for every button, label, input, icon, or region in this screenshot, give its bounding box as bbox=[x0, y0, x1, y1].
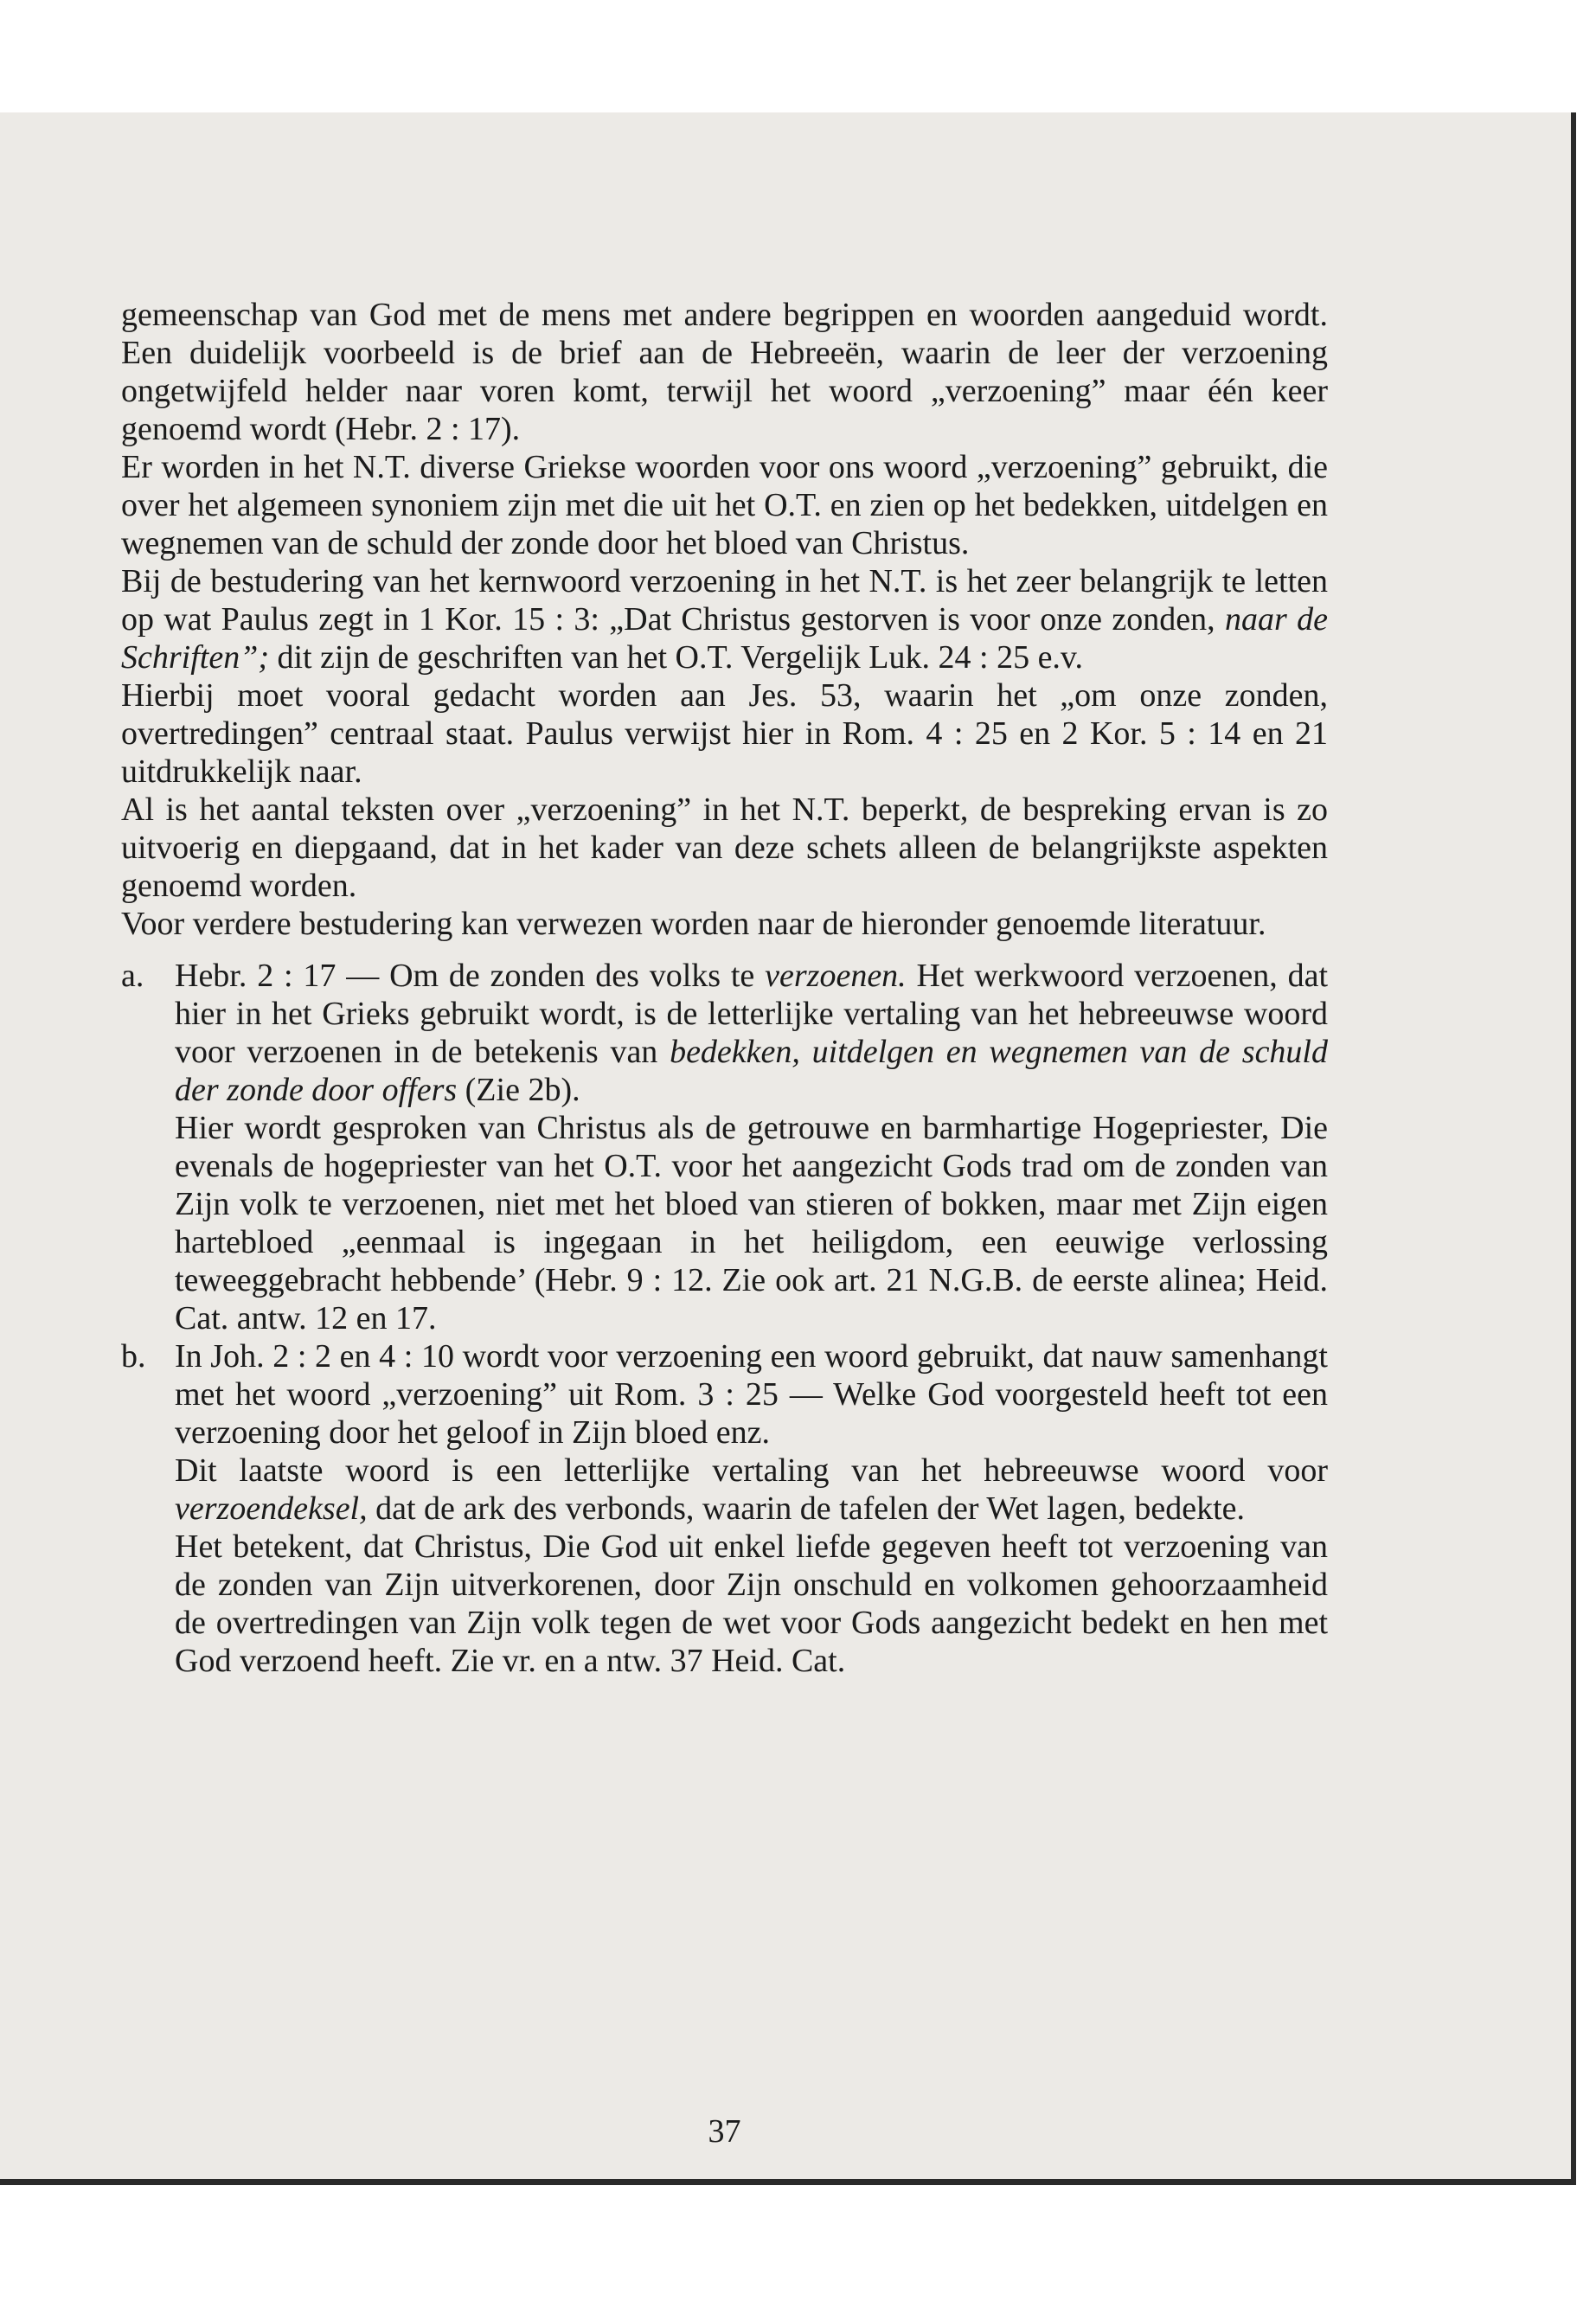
text-span: Het werkwoord verzoenen, dat hier in het Grieks gebruikt wordt, is de letterlijke vertaling van het hebreeuwse woord voor verzoenen in de betekenis van bbox=[175, 958, 1328, 1070]
list-item-b-paragraph-2 bbox=[175, 1452, 1328, 1528]
emphasis-text: naar de Schriften”; bbox=[121, 601, 1329, 676]
list-item-a-paragraph-1 bbox=[175, 957, 1328, 1109]
page-number: 37 bbox=[708, 2113, 741, 2150]
text-span: Hebr. 2 : 17 — Om de zonden des volks te bbox=[175, 958, 766, 994]
list-item-a bbox=[121, 957, 1328, 1337]
paragraph-texts: Al is het aantal teksten over „verzoening” in het N.T. beperkt, de bespreking ervan is zo uitvoerig en diepgaand, dat in het kader van deze schets alleen de belangrijkste aspekten genoemd worden. bbox=[121, 792, 1328, 904]
paragraph-isaiah: Hierbij moet vooral gedacht worden aan Jes. 53, waarin het „om onze zonden, overtredingen” centraal staat. Paulus verwijst hier in Rom. 4 : 25 en 2 Kor. 5 : 14 en 21 uitdrukkelijk naar. bbox=[121, 677, 1328, 790]
paragraph-greek-words: Er worden in het N.T. diverse Griekse woorden voor ons woord „verzoening” gebruikt, die over het algemeen synoniem zijn met die uit het O.T. en zien op het bedekken, uitdelgen en wegnemen van de schuld der zonde door het bloed van Christus. bbox=[121, 449, 1328, 561]
list-item-b-paragraph-1: In Joh. 2 : 2 en 4 : 10 wordt voor verzoening een woord gebruikt, dat nauw samenhangt met het woord „verzoening” uit Rom. 3 : 25 — Welke God voorgesteld heeft tot een verzoening door het geloof in Zijn bloed enz. bbox=[175, 1338, 1328, 1451]
paragraph-corinthians bbox=[121, 562, 1328, 676]
list-item-a-paragraph-2: Hier wordt gesproken van Christus als de getrouwe en barmhartige Hogepriester, Die evenals de hogepriester van het O.T. voor het aangezicht Gods trad om de zonden van Zijn volk te verzoenen, niet met het bloed van stieren of bokken, maar met Zijn eigen hartebloed „eenmaal is ingegaan in het heiligdom, een eeuwige verlossing teweeggebracht hebbende’ (Hebr. 9 : 12. Zie ook art. 21 N.G.B. de eerste alinea; Heid. Cat. antw. 12 en 17. bbox=[175, 1110, 1328, 1336]
list-item-b bbox=[121, 1337, 1328, 1680]
body-text bbox=[121, 296, 1328, 1680]
paragraph-literature: Voor verdere bestudering kan verwezen worden naar de hieronder genoemde literatuur. bbox=[121, 906, 1266, 942]
lettered-list bbox=[121, 957, 1328, 1680]
emphasis-text: bedekken, uitdelgen en wegnemen van de schuld der zonde door offers bbox=[175, 1034, 1328, 1108]
emphasis-text: verzoendeksel, bbox=[175, 1490, 368, 1527]
text-span: Dit laatste woord is een letterlijke vertaling van het hebreeuwse woord voor bbox=[175, 1452, 1328, 1489]
text-span: dit zijn de geschriften van het O.T. Vergelijk Luk. 24 : 25 e.v. bbox=[268, 639, 1083, 676]
paragraph-intro: gemeenschap van God met de mens met andere begrippen en woorden aangeduid wordt. Een duidelijk voorbeeld is de brief aan de Hebreeën, waarin de leer der verzoening ongetwijfeld helder naar voren komt, terwijl het woord „verzoening” maar één keer genoemd wordt (Hebr. 2 : 17). bbox=[121, 297, 1328, 447]
list-marker: a. bbox=[121, 958, 144, 994]
book-page bbox=[0, 112, 1576, 2185]
text-span: dat de ark des verbonds, waarin de tafelen der Wet lagen, bedekte. bbox=[367, 1490, 1246, 1527]
emphasis-text: verzoenen. bbox=[765, 958, 907, 994]
text-span: (Zie 2b). bbox=[457, 1072, 580, 1108]
text-span: Bij de bestudering van het kernwoord verzoening in het N.T. is het zeer belangrijk te letten op wat Paulus zegt in 1 Kor. 15 : 3: „Dat Christus gestorven is voor onze zonden, bbox=[121, 563, 1328, 638]
list-item-b-paragraph-3: Het betekent, dat Christus, Die God uit enkel liefde gegeven heeft tot verzoening van de zonden van Zijn uitverkorenen, door Zijn onschuld en volkomen gehoorzaamheid de overtredingen van Zijn volk tegen de wet voor Gods aangezicht bedekt en hen met God verzoend heeft. Zie vr. en a ntw. 37 Heid. Cat. bbox=[175, 1529, 1328, 1679]
list-marker: b. bbox=[121, 1338, 146, 1375]
